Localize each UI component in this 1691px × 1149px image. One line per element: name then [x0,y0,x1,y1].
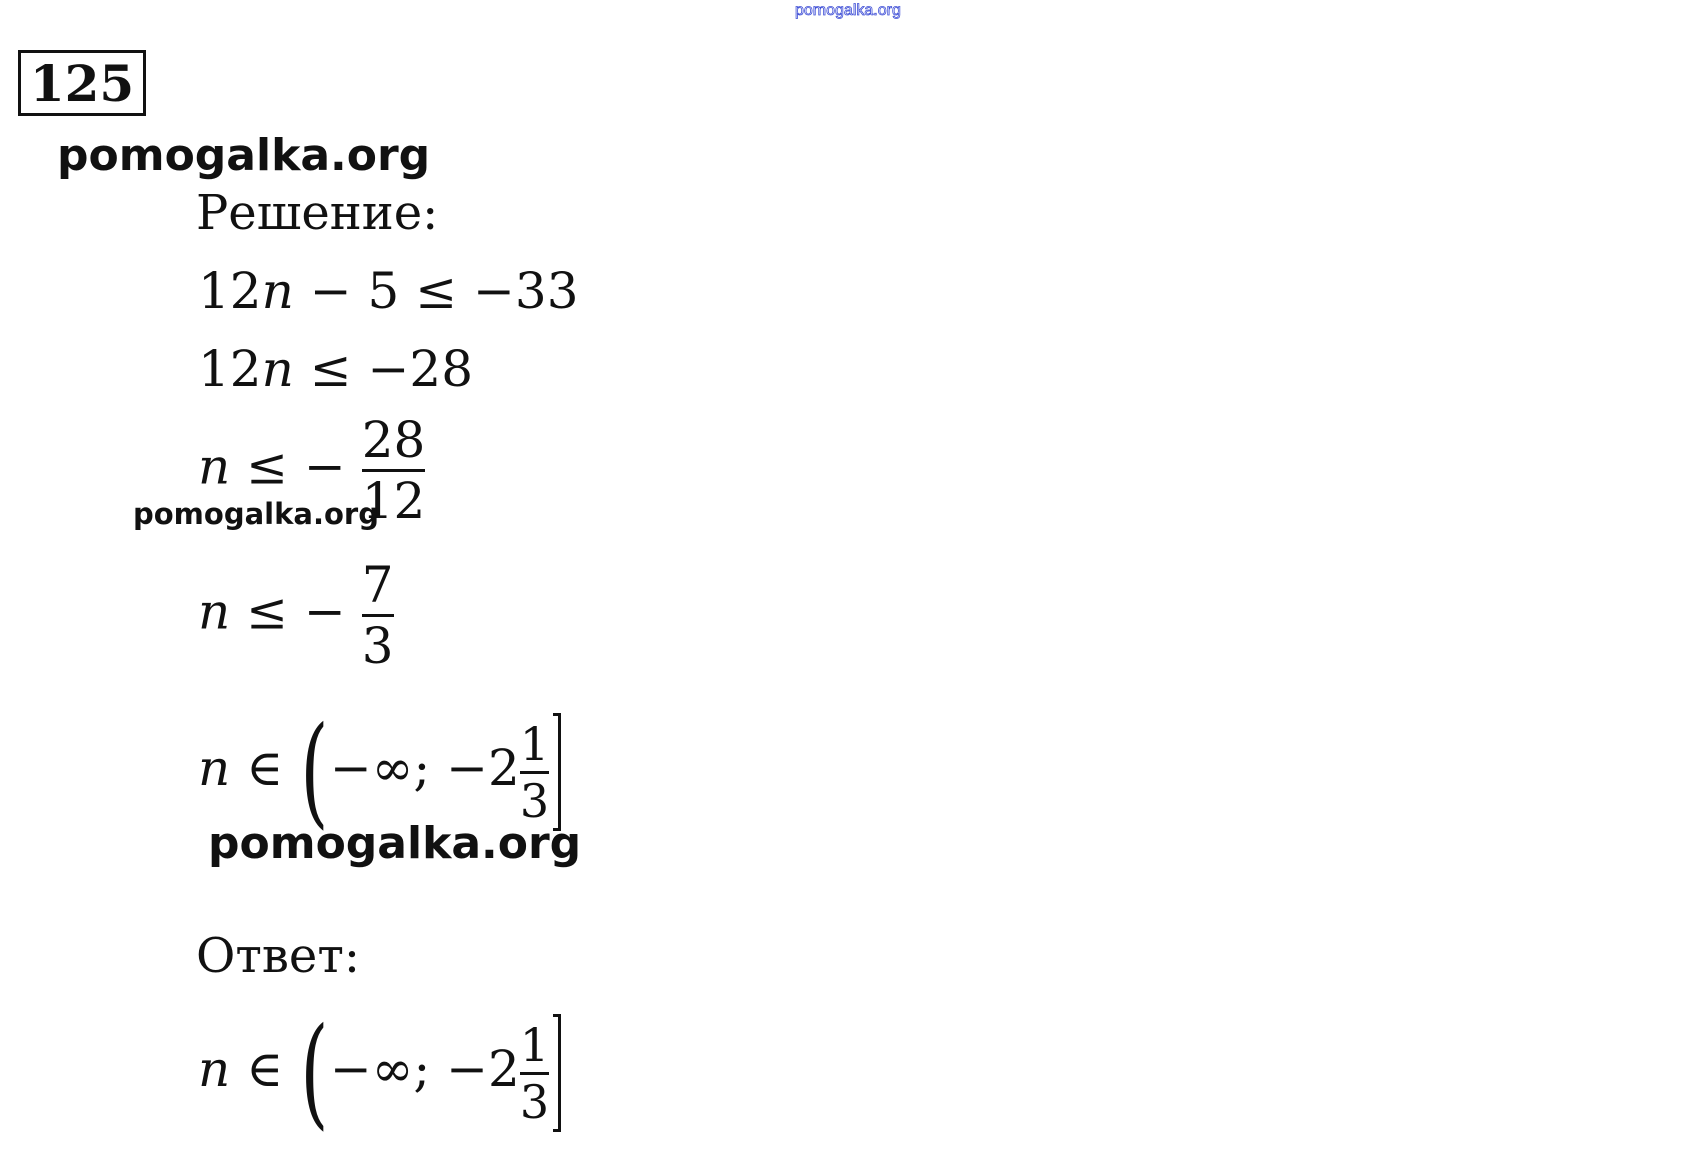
step-4-var: n [198,582,231,641]
step-1-coef: 12 [198,262,262,320]
step-3-denominator: 12 [361,472,426,530]
step-2-var: n [261,340,294,398]
answer-interval-start: −∞; −2 [329,1040,520,1098]
step-3-numerator: 28 [361,411,426,469]
step-5-var: n [198,739,231,797]
step-3-var: n [198,437,231,496]
solution-heading: Решение: [196,185,439,241]
step-1-rest: − 5 ≤ −33 [293,262,579,320]
step-5-numerator: 1 [519,716,550,771]
step-5-fraction [519,716,550,828]
step-2-coef: 12 [198,340,262,398]
step-5-denominator: 3 [519,773,550,828]
answer-heading: Ответ: [196,928,361,984]
top-watermark: pomogalka.org [795,2,901,19]
answer-in: ∈ [230,1040,300,1098]
answer-var: n [198,1040,231,1098]
close-bracket [553,1014,561,1132]
step-5 [198,702,561,841]
task-number-box: 125 [18,50,146,116]
step-4-denominator: 3 [361,617,394,675]
close-bracket [553,713,561,831]
step-4-numerator: 7 [361,556,394,614]
watermark-1: pomogalka.org [57,130,431,181]
watermark-2: pomogalka.org [133,497,379,531]
answer-expression [198,1003,561,1142]
watermark-3: pomogalka.org [208,818,582,869]
step-4 [198,556,394,675]
step-4-rel: ≤ − [230,582,362,641]
step-4-fraction [361,556,394,675]
step-1-var: n [261,262,294,320]
answer-denominator: 3 [519,1074,550,1129]
step-2-rest: ≤ −28 [293,340,474,398]
open-paren: ( [300,1003,329,1142]
step-1 [198,262,579,320]
step-5-interval-start: −∞; −2 [329,739,520,797]
answer-fraction [519,1017,550,1129]
step-3-rel: ≤ − [230,437,362,496]
step-2 [198,340,473,398]
step-5-in: ∈ [230,739,300,797]
answer-numerator: 1 [519,1017,550,1072]
open-paren: ( [300,702,329,841]
